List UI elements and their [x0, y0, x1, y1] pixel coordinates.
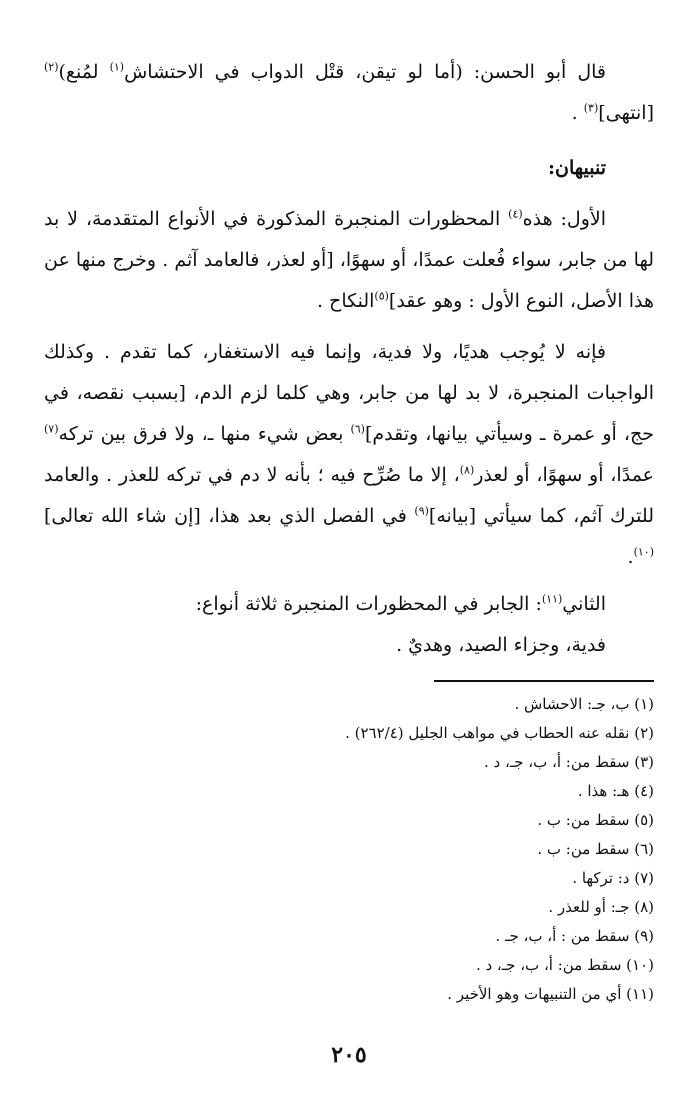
footnote: (٧) د: تركها . [572, 869, 654, 887]
quote-text: لمُنع) [58, 61, 110, 83]
quote-text: . [571, 102, 584, 124]
footnote-ref: (٩) [414, 504, 429, 518]
footnote: (١) ب، جـ: الاحشاش . [514, 695, 654, 713]
footnote-ref: (٤) [508, 207, 523, 221]
second-note-paragraph [44, 584, 654, 625]
footnote-ref: (٣) [583, 101, 599, 115]
footnote-ref: (٦) [350, 422, 365, 436]
footnote: (٤) هـ: هذا . [577, 782, 654, 800]
footnote-ref: (٥) [374, 289, 389, 303]
footnote: (١١) أي من التنبيهات وهو الأخير . [447, 985, 654, 1003]
quote-paragraph [44, 52, 654, 134]
footnote-ref: (١) [109, 60, 125, 74]
footnote: (٨) جـ: أو للعذر . [548, 898, 654, 916]
footnote: (٥) سقط من: ب . [537, 811, 654, 829]
footnote-ref: (٢) [44, 60, 59, 74]
footnote-ref: (٨) [459, 463, 475, 477]
footnote: (١٠) سقط من: أ، ب، جـ، د . [475, 956, 654, 974]
page-number: ٢٠٥ [331, 1042, 367, 1068]
paragraph-text: النكاح . [316, 290, 375, 312]
quote-text: قال أبو الحسن: (أما لو تيقن، قتْل الدواب في الاحتشاش [124, 61, 606, 83]
footnotes [44, 690, 654, 1009]
list-paragraph: فدية، وجزاء الصيد، وهديٌ . [396, 634, 606, 656]
footnote: (٢) نقله عنه الحطاب في مواهب الجليل (٢٦٢/٤) . [345, 724, 654, 742]
footnote-separator [434, 680, 654, 682]
first-note-paragraph [44, 199, 654, 322]
footnote-ref: (٧) [44, 422, 59, 436]
paragraph-text: الأول: هذه [522, 208, 606, 230]
paragraph-text: : الجابر في المحظورات المنجبرة ثلاثة أنواع: [195, 593, 542, 615]
paragraph-text: بعض شيء منها ـ، ولا فرق بين تركه [58, 423, 351, 445]
main-text [44, 52, 654, 666]
section-heading: تنبيهان: [547, 157, 606, 179]
footnote: (٦) سقط من: ب . [537, 840, 654, 858]
paragraph-text: ، إلا ما صُرِّح فيه ؛ بأنه لا دم في تركه للعذر . والعامد للترك آثم، كما سيأتي [بيانه] [44, 464, 654, 527]
footnote: (٩) سقط من : أ، ب، جـ . [495, 927, 654, 945]
paragraph-text: في الفصل الذي بعد هذا، [إن شاء الله تعالى] [44, 505, 415, 527]
footnote-ref: (١١) [541, 592, 563, 606]
paragraph-text: الثاني [562, 593, 606, 615]
paragraph-text: المحظورات المنجبرة المذكورة في الأنواع المتقدمة، لا بد لها من جابر، سواء فُعلت عمدًا، أو سهوًا، [أو لعذر، فالعامد آثم . وخرج منها عن هذا الأصل، النوع الأول : وهو عقد] [44, 208, 654, 312]
paragraph-text: . [627, 546, 634, 568]
footnote-ref: (١٠) [633, 545, 654, 559]
paragraph-text: عمدًا، أو سهوًا، أو لعذر [474, 464, 655, 486]
quote-text: [انتهى] [598, 102, 654, 124]
footnote: (٣) سقط من: أ، ب، جـ، د . [484, 753, 654, 771]
paragraph-text: فإنه لا يُوجب هديًا، ولا فدية، وإنما فيه الاستغفار، كما تقدم . وكذلك الواجبات المنجبرة، لا بد لها من جابر، وهي كلما لزم الدم، [بسبب نقصه، في حج، أو عمرة ـ وسيأتي بيانها، وتقدم] [44, 341, 655, 445]
second-paragraph [44, 332, 654, 578]
